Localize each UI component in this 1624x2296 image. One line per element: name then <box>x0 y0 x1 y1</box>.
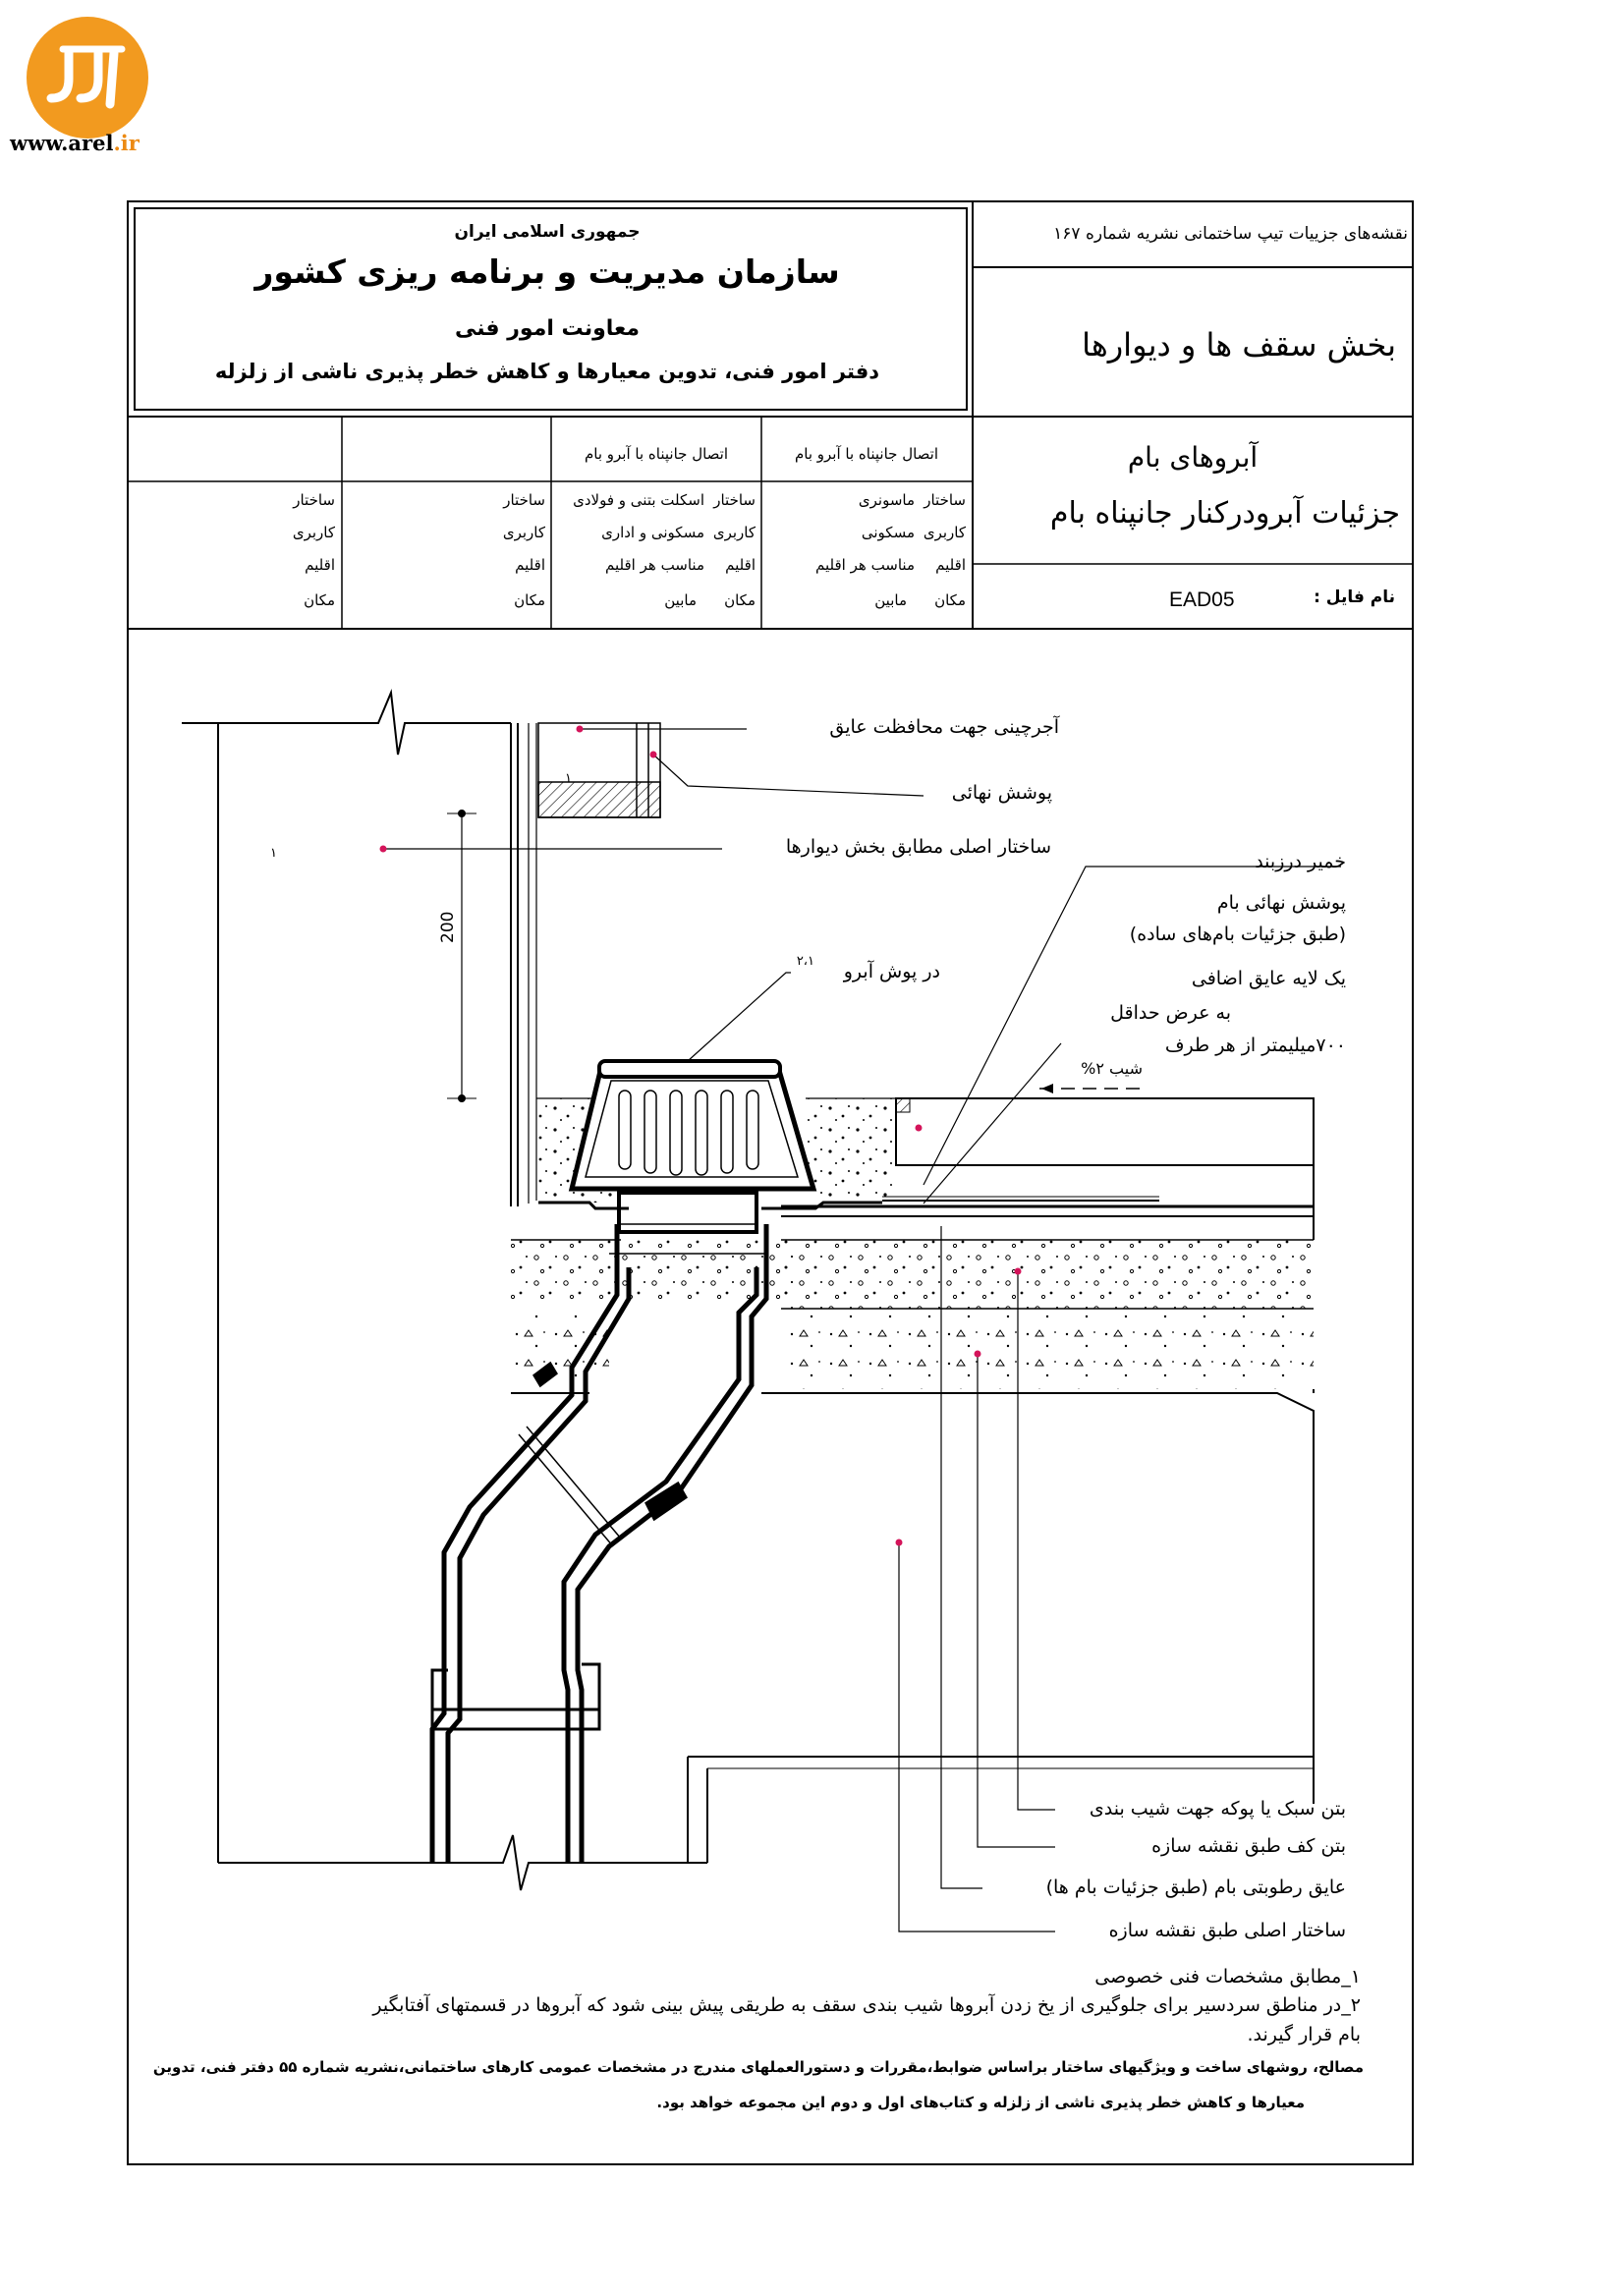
footer-note-2: معیارها و کاهش خطر پذیری ناشی از زلزله و کتاب‌های اول و دوم این مجموعه خواهد بود. <box>656 2094 1305 2111</box>
info-col-1-label-climate: اقلیم <box>935 556 966 574</box>
info-col-4-label-location: مکان <box>304 591 335 609</box>
info-col-1-value-location: مابین <box>874 591 907 609</box>
category-title: آبروهای بام <box>1127 441 1259 474</box>
footer-note-1: مصالح، روشهای ساخت و ویژگیهای ساختار براساس ضوابط،مقررات و دستورالعملهای مندرج در مشخصات عمومی کارهای ساختمانی،نشریه شماره ۵۵ دفتر فنی، تدوین <box>152 2058 1364 2076</box>
info-col-4-label-structure: ساختار <box>293 491 335 509</box>
info-col-1-value-climate: مناسب هر اقلیم <box>815 556 915 574</box>
label-drain-cap: در پوش آبرو <box>843 961 940 982</box>
office-title: دفتر امور فنی، تدوین معیارها و کاهش خطر پذیری ناشی از زلزله <box>214 360 880 383</box>
note-2: ۲_در مناطق سردسیر برای جلوگیری از یخ زدن آبروها شیب بندی سقف به طریقی پیش بینی شود که آبروها در قسمتهای آفتابگیر <box>372 1994 1361 2016</box>
note-1: ۱_مطابق مشخصات فنی خصوصی <box>1094 1966 1361 1988</box>
info-col-1-label-usage: کاربری <box>923 524 966 541</box>
label-structure: ساختار اصلی طبق نقشه سازه <box>1108 1920 1346 1941</box>
info-col-2-value-climate: مناسب هر اقلیم <box>605 556 704 574</box>
info-col-4-label-usage: کاربری <box>292 524 335 541</box>
label-final-cover: پوشش نهائی <box>951 782 1052 804</box>
info-col-2-value-location: مابین <box>664 591 697 609</box>
label-extra-layer-3: ۷۰۰میلیمتر از هر طرف <box>1164 1035 1346 1056</box>
section-title: بخش سقف ها و دیوارها <box>1082 326 1396 364</box>
organization-title: سازمان مدیریت و برنامه ریزی کشور <box>254 252 840 291</box>
info-col-1-label-structure: ساختار <box>924 491 966 509</box>
ref-drain-cap: ۲،۱ <box>796 954 814 969</box>
info-col-1-value-usage: مسکونی <box>861 524 915 541</box>
info-col-2-label-usage: کاربری <box>712 524 756 541</box>
info-col-3-label-structure: ساختار <box>503 491 545 509</box>
file-name-label: نام فایل : <box>1314 588 1395 607</box>
ref-sealant: ۱ <box>270 846 277 861</box>
label-extra-layer-2: به عرض حداقل <box>1110 1002 1231 1024</box>
info-col-2-label-climate: اقلیم <box>725 556 756 574</box>
site-url-prefix: www.arel <box>10 131 114 155</box>
label-extra-layer-1: یک لایه عایق اضافی <box>1191 968 1346 989</box>
deputy-title: معاونت امور فنی <box>454 316 641 341</box>
dimension-label: 200 <box>438 911 458 943</box>
info-col-1-value-structure: ماسونری <box>858 491 915 509</box>
info-col-2-value-structure: اسکلت بتنی و فولادی <box>573 491 704 509</box>
drawing-title: جزئیات آبرودرکنار جانپناه بام <box>1049 496 1400 531</box>
construction-detail <box>182 693 1314 1890</box>
info-col-3-label-climate: اقلیم <box>515 556 545 574</box>
label-lightweight: بتن سبک یا پوکه جهت شیب بندی <box>1089 1798 1346 1820</box>
info-col-2-value-usage: مسکونی و اداری <box>601 524 704 541</box>
label-main-structure-wall: ساختار اصلی مطابق بخش دیوارها <box>785 836 1051 858</box>
info-col-2-heading: اتصال جانپناه با آبرو بام <box>584 445 729 463</box>
info-col-3-label-location: مکان <box>514 591 545 609</box>
label-floor-concrete: بتن کف طبق نقشه سازه <box>1151 1835 1346 1857</box>
label-waterproof: عایق رطوبتی بام (طبق جزئیات بام ها) <box>1045 1876 1346 1898</box>
info-col-2-label-location: مکان <box>724 591 756 609</box>
info-col-4-label-climate: اقلیم <box>305 556 335 574</box>
publication-title: نقشه‌های جزییات تیپ ساختمانی نشریه شماره ۱۶۷ <box>1053 224 1408 244</box>
country-title: جمهوری اسلامی ایران <box>454 222 641 242</box>
site-url-suffix: .ir <box>113 131 140 155</box>
label-sealant: خمیر درزبند <box>1255 851 1346 872</box>
file-name-value: EAD05 <box>1169 588 1235 611</box>
info-col-1-heading: اتصال جانپناه با آبرو بام <box>794 445 939 463</box>
label-roof-cover-2: (طبق جزئیات بام‌های ساده) <box>1129 924 1346 945</box>
info-col-3-label-usage: کاربری <box>502 524 545 541</box>
label-brick: آجرچینی جهت محافظت عایق <box>829 716 1059 738</box>
info-col-1-label-location: مکان <box>934 591 966 609</box>
note-2-continued: بام قرار گیرند. <box>1247 2024 1361 2045</box>
label-roof-cover-1: پوشش نهائی بام <box>1216 892 1346 914</box>
info-col-2-label-structure: ساختار <box>713 491 756 509</box>
ref-final-cover: ۱ <box>565 771 572 786</box>
slope-label: شیب ۲% <box>1081 1059 1143 1078</box>
